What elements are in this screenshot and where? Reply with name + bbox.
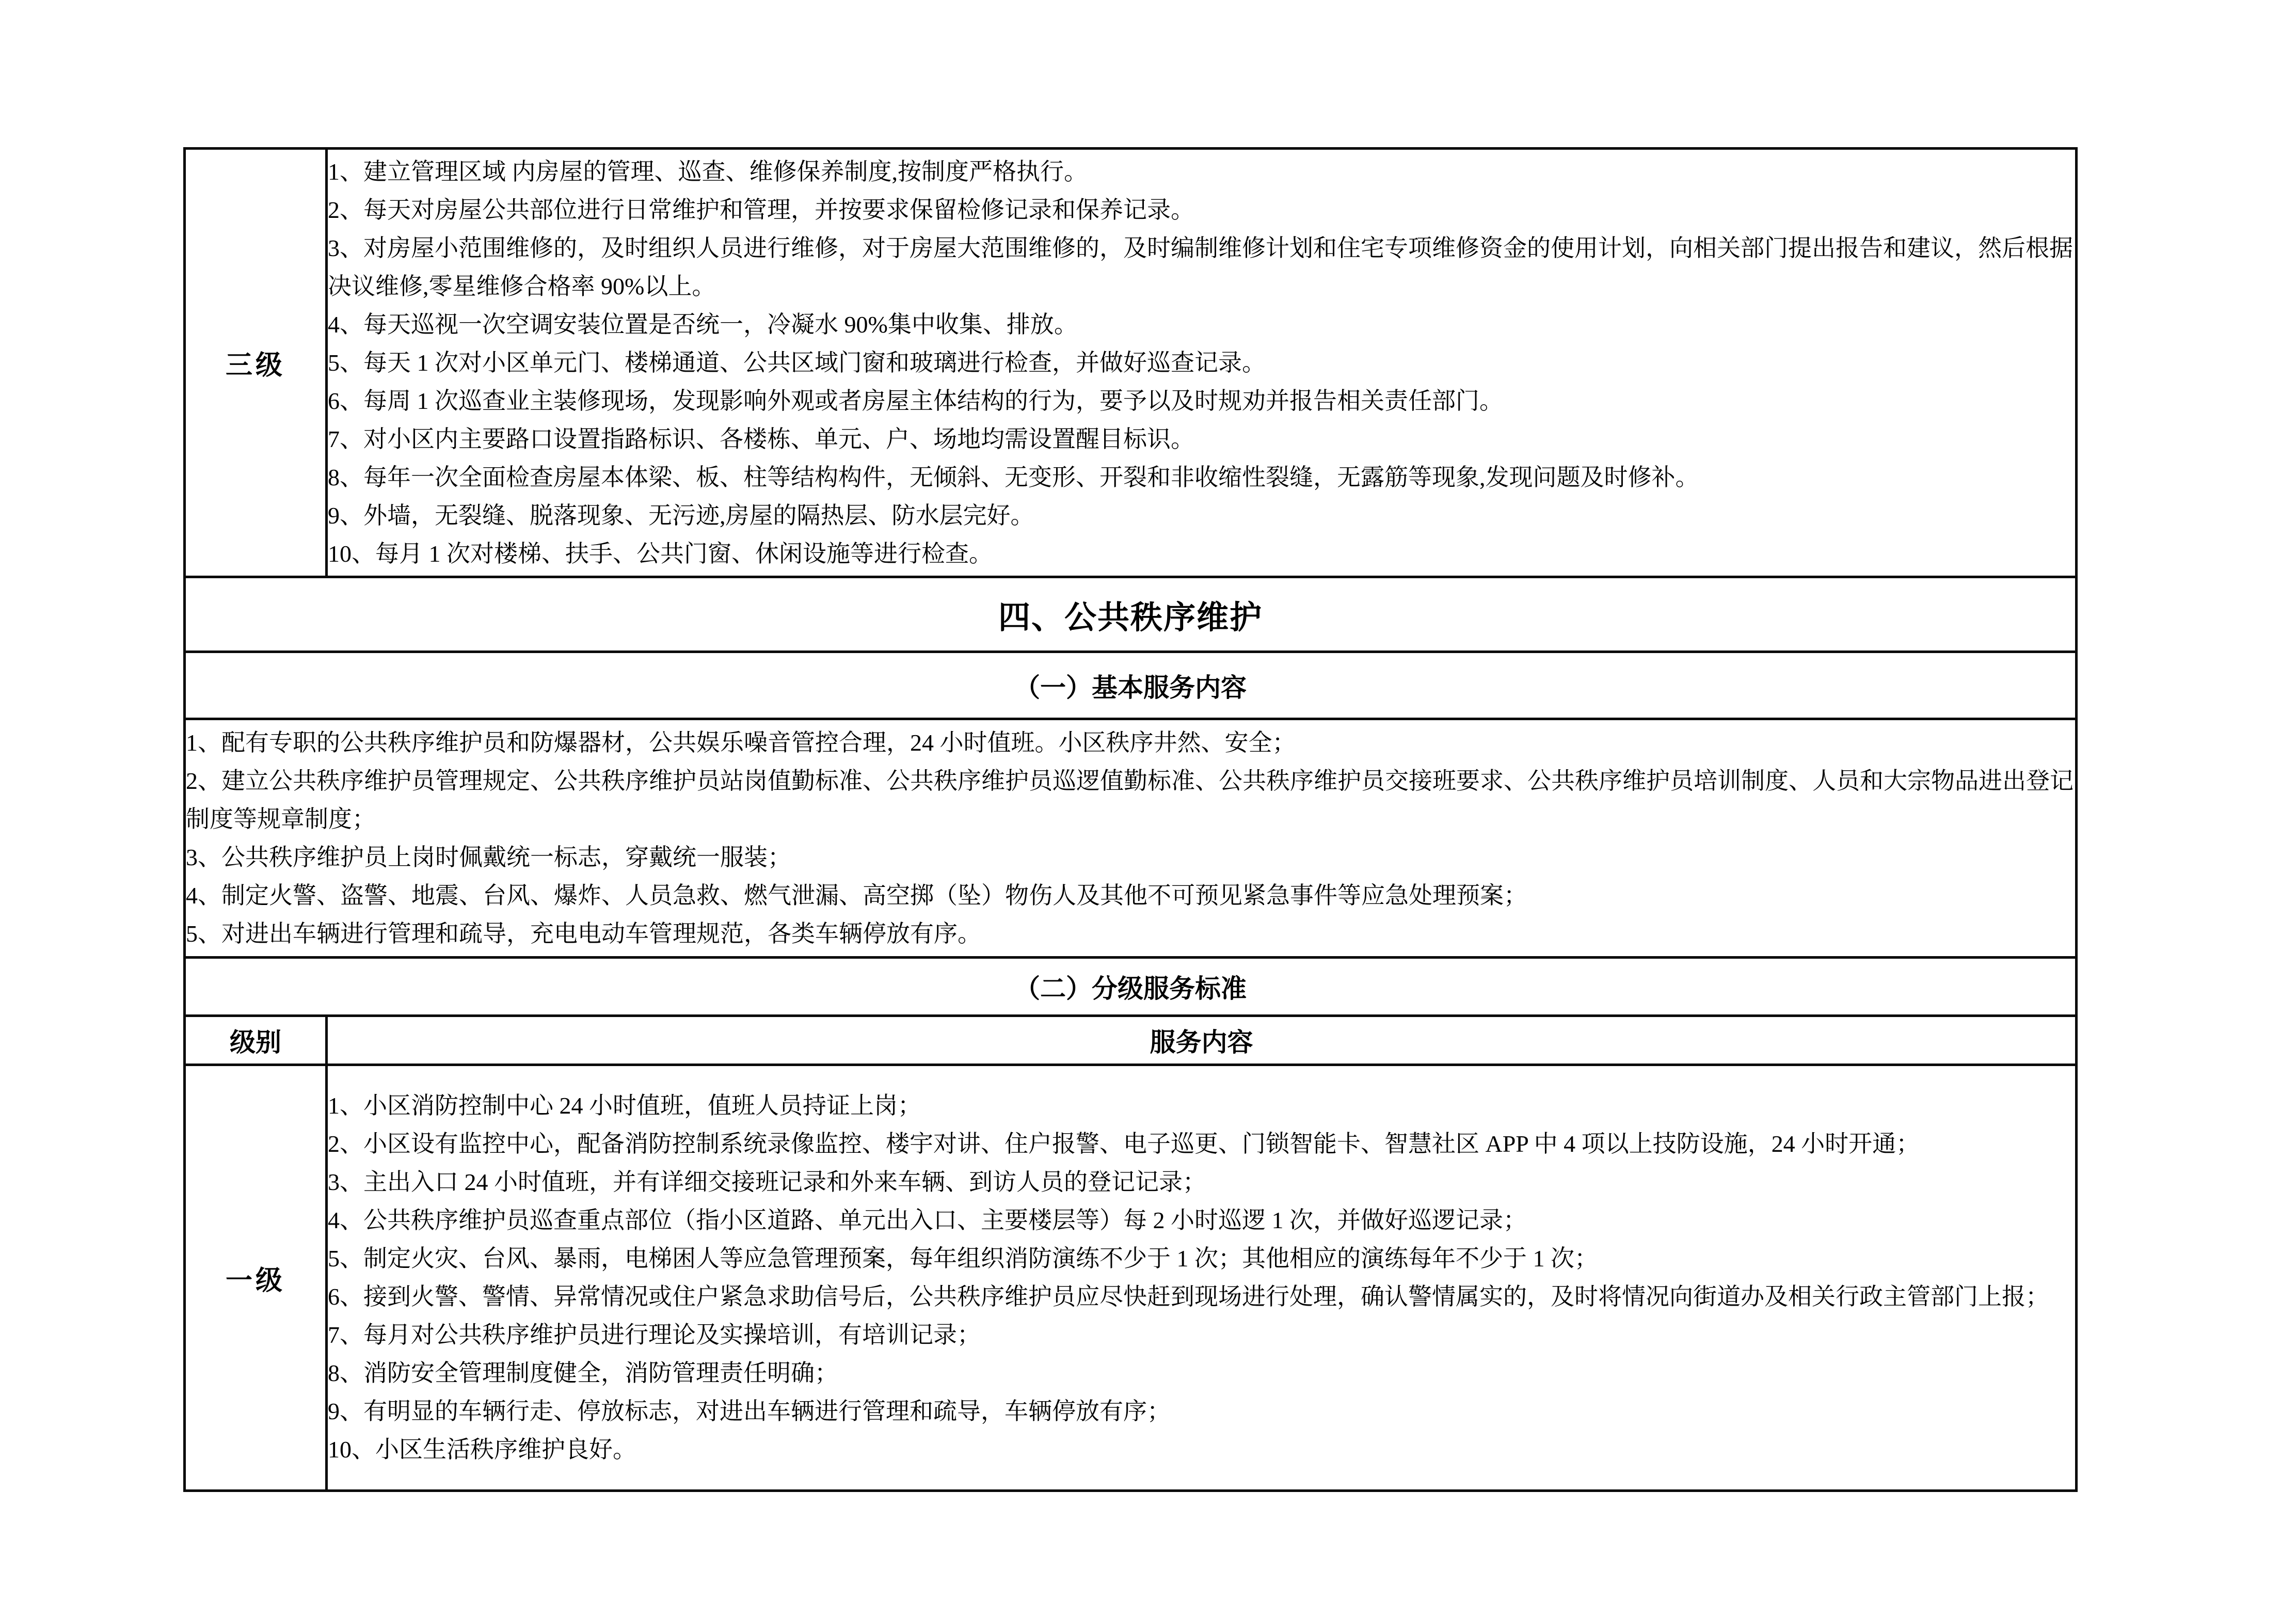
list-item: 9、外墙，无裂缝、脱落现象、无污迹,房屋的隔热层、防水层完好。 [328,502,1034,529]
list-item: 2、建立公共秩序维护员管理规定、公共秩序维护员站岗值勤标准、公共秩序维护员巡逻值勤标准、公共秩序维护员交接班要求、公共秩序维护员培训制度、人员和大宗物品进出登记制度等规章制度； [186,767,2074,832]
list-item: 6、接到火警、警情、异常情况或住户紧急求助信号后，公共秩序维护员应尽快赶到现场进行处理，确认警情属实的，及时将情况向街道办及相关行政主管部门上报； [328,1283,2049,1310]
list-item: 9、有明显的车辆行走、停放标志，对进出车辆进行管理和疏导，车辆停放有序； [328,1398,1171,1424]
list-item: 5、每天 1 次对小区单元门、楼梯通道、公共区域门窗和玻璃进行检查，并做好巡查记录。 [328,349,1266,376]
list-item: 7、每月对公共秩序维护员进行理论及实操培训，有培训记录； [328,1322,981,1348]
list-item: 5、对进出车辆进行管理和疏导，充电电动车管理规范，各类车辆停放有序。 [186,920,981,947]
section-title: 四、公共秩序维护 [185,577,2077,652]
list-item: 1、配有专职的公共秩序维护员和防爆器材，公共娱乐噪音管控合理，24 小时值班。小区秩序井然、安全； [186,729,1296,756]
list-item: 10、小区生活秩序维护良好。 [328,1436,636,1463]
level3-label: 三级 [185,149,327,577]
list-item: 8、每年一次全面检查房屋本体梁、板、柱等结构构件，无倾斜、无变形、开裂和非收缩性裂缝，无露筋等现象,发现问题及时修补。 [328,464,1699,490]
table-row-level3 [185,149,2077,577]
list-item: 7、对小区内主要路口设置指路标识、各楼栋、单元、户、场地均需设置醒目标识。 [328,425,1194,452]
list-item: 1、建立管理区域 内房屋的管理、巡查、维修保养制度,按制度严格执行。 [328,158,1088,185]
list-item: 1、小区消防控制中心 24 小时值班，值班人员持证上岗； [328,1092,921,1119]
level3-content-cell [327,149,2077,577]
level1-label: 一级 [185,1065,327,1491]
list-item: 8、消防安全管理制度健全，消防管理责任明确； [328,1360,838,1386]
basic-content-cell [185,719,2077,958]
table-row-basic-header [185,652,2077,719]
list-item: 2、小区设有监控中心，配备消防控制系统录像监控、楼宇对讲、住户报警、电子巡更、门锁智能卡、智慧社区 APP 中 4 项以上技防设施，24 小时开通； [328,1131,1920,1157]
basic-services-subtitle: （一）基本服务内容 [185,652,2077,719]
column-header-content: 服务内容 [327,1016,2077,1065]
graded-standards-subtitle: （二）分级服务标准 [185,958,2077,1016]
level1-content-cell [327,1065,2077,1491]
table-row-column-headers [185,1016,2077,1065]
service-standards-table [183,147,2078,1492]
list-item: 2、每天对房屋公共部位进行日常维护和管理，并按要求保留检修记录和保养记录。 [328,196,1194,223]
list-item: 5、制定火灾、台风、暴雨，电梯困人等应急管理预案，每年组织消防演练不少于 1 次；其他相应的演练每年不少于 1 次； [328,1245,1598,1272]
table-row-section-header [185,577,2077,652]
list-item: 3、公共秩序维护员上岗时佩戴统一标志，穿戴统一服装； [186,844,791,870]
table-row-level1 [185,1065,2077,1491]
column-header-level: 级别 [185,1016,327,1065]
table-row-graded-header [185,958,2077,1016]
list-item: 4、公共秩序维护员巡查重点部位（指小区道路、单元出入口、主要楼层等）每 2 小时巡逻 1 次，并做好巡逻记录； [328,1207,1527,1233]
list-item: 4、每天巡视一次空调安装位置是否统一，冷凝水 90%集中收集、排放。 [328,311,1078,338]
list-item: 10、每月 1 次对楼梯、扶手、公共门窗、休闲设施等进行检查。 [328,540,993,567]
list-item: 3、对房屋小范围维修的，及时组织人员进行维修，对于房屋大范围维修的，及时编制维修计划和住宅专项维修资金的使用计划，向相关部门提出报告和建议，然后根据决议维修,零星维修合格率 90%以上。 [328,234,2073,299]
list-item: 4、制定火警、盗警、地震、台风、爆炸、人员急救、燃气泄漏、高空掷（坠）物伤人及其他不可预见紧急事件等应急处理预案； [186,882,1527,909]
table-row-basic-content [185,719,2077,958]
list-item: 6、每周 1 次巡查业主装修现场，发现影响外观或者房屋主体结构的行为，要予以及时规劝并报告相关责任部门。 [328,387,1503,414]
list-item: 3、主出入口 24 小时值班，并有详细交接班记录和外来车辆、到访人员的登记记录； [328,1169,1206,1195]
